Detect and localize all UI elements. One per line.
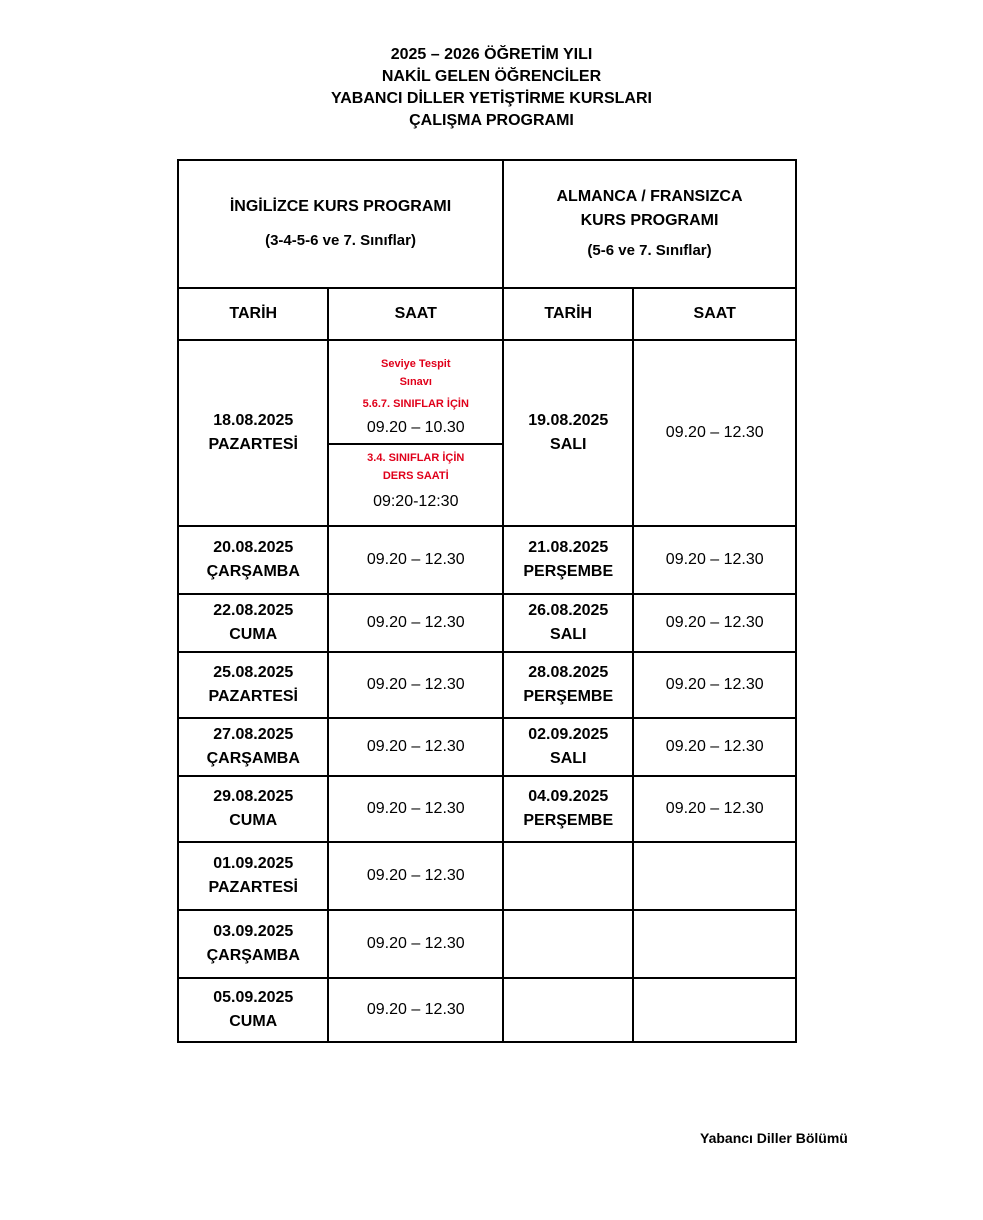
en-date: 29.08.2025: [213, 788, 294, 805]
gf-date-cell: [503, 526, 633, 594]
en-date-cell: [178, 776, 328, 842]
gf-time-cell: 09.20 – 12.30: [633, 340, 796, 526]
gf-date-cell: [503, 842, 633, 910]
title-line-4: ÇALIŞMA PROGRAMI: [409, 112, 574, 129]
en-day: CUMA: [229, 812, 278, 829]
en-time-cell: 09.20 – 12.30: [328, 776, 503, 842]
table-row: [178, 594, 796, 652]
en-day: ÇARŞAMBA: [206, 563, 300, 580]
gf-time-header: SAAT: [633, 288, 796, 340]
en-time-cell: 09.20 – 12.30: [328, 842, 503, 910]
gf-day: SALI: [550, 626, 587, 643]
en-day: CUMA: [229, 626, 278, 643]
placement-time: 09.20 – 10.30: [366, 419, 465, 436]
table-row: [178, 718, 796, 776]
en-time-cell: 09.20 – 12.30: [328, 526, 503, 594]
gf-date: 19.08.2025: [528, 412, 609, 429]
gf-date: 02.09.2025: [528, 726, 609, 743]
department-footer: Yabancı Diller Bölümü: [700, 1130, 848, 1146]
table-row: [178, 842, 796, 910]
gf-day: PERŞEMBE: [523, 812, 614, 829]
en-date: 01.09.2025: [213, 855, 294, 872]
en-time-cell: 09.20 – 12.30: [328, 910, 503, 978]
table-row: [178, 340, 796, 526]
gf-header-sub: (5-6 ve 7. Sınıflar): [587, 242, 712, 259]
english-header-sub: (3-4-5-6 ve 7. Sınıflar): [265, 232, 416, 249]
table-row: [178, 776, 796, 842]
gf-time-cell: 09.20 – 12.30: [633, 526, 796, 594]
gf-day: SALI: [550, 436, 587, 453]
gf-date: 28.08.2025: [528, 664, 609, 681]
gf-date-cell: [503, 776, 633, 842]
lesson-time: 09:20-12:30: [373, 493, 459, 510]
table-row: [178, 652, 796, 718]
gf-time-cell: [633, 978, 796, 1042]
en-date-cell: [178, 652, 328, 718]
schedule-rows: [178, 526, 796, 1042]
gf-header-line2: KURS PROGRAMI: [580, 212, 719, 229]
program-header-row: [178, 160, 796, 288]
en-day: PAZARTESİ: [208, 879, 298, 896]
en-time-header: SAAT: [328, 288, 503, 340]
gf-date-cell: [503, 978, 633, 1042]
title-line-1: 2025 – 2026 ÖĞRETİM YILI: [390, 46, 593, 63]
en-date: 03.09.2025: [213, 923, 294, 940]
schedule-table: [177, 159, 797, 1043]
en-day: ÇARŞAMBA: [206, 750, 300, 767]
english-header-title: İNGİLİZCE KURS PROGRAMI: [229, 198, 452, 215]
gf-date-cell: [503, 652, 633, 718]
table-row: [178, 910, 796, 978]
gf-day: PERŞEMBE: [523, 563, 614, 580]
en-date-cell: [178, 526, 328, 594]
gf-date-cell: [503, 340, 633, 526]
gf-date-header: TARİH: [503, 288, 633, 340]
en-date: 27.08.2025: [213, 726, 294, 743]
title-line-3: YABANCI DİLLER YETİŞTİRME KURSLARI: [331, 90, 652, 107]
en-date-cell: [178, 842, 328, 910]
en-date: 22.08.2025: [213, 602, 294, 619]
gf-date-cell: [503, 594, 633, 652]
table-row: [178, 526, 796, 594]
en-time-cell: 09.20 – 12.30: [328, 652, 503, 718]
column-header-row: [178, 288, 796, 340]
gf-date-cell: [503, 718, 633, 776]
en-day: ÇARŞAMBA: [206, 947, 300, 964]
en-date-cell: [178, 910, 328, 978]
en-date: 25.08.2025: [213, 664, 294, 681]
document-title: [0, 44, 983, 132]
gf-time-cell: 09.20 – 12.30: [633, 776, 796, 842]
gf-day: SALI: [550, 750, 587, 767]
en-date-cell: [178, 718, 328, 776]
en-date: 20.08.2025: [213, 539, 294, 556]
placement-note-3: 5.6.7. SINIFLAR İÇİN: [362, 398, 469, 410]
placement-note-1: Seviye Tespit: [381, 358, 451, 370]
lesson-note-2: DERS SAATİ: [382, 470, 449, 482]
en-date-cell: [178, 340, 328, 526]
gf-date: 04.09.2025: [528, 788, 609, 805]
en-time-cell: [328, 340, 503, 526]
german-french-program-header: [503, 160, 796, 288]
lesson-note-1: 3.4. SINIFLAR İÇİN: [367, 452, 465, 464]
table-row: [178, 978, 796, 1042]
en-time-cell: 09.20 – 12.30: [328, 978, 503, 1042]
gf-date: 26.08.2025: [528, 602, 609, 619]
gf-header-line1: ALMANCA / FRANSIZCA: [556, 188, 743, 205]
en-time-cell: 09.20 – 12.30: [328, 718, 503, 776]
en-day: PAZARTESİ: [208, 436, 298, 453]
gf-date-cell: [503, 910, 633, 978]
gf-time-cell: 09.20 – 12.30: [633, 594, 796, 652]
gf-day: PERŞEMBE: [523, 688, 614, 705]
en-day: CUMA: [229, 1013, 278, 1030]
gf-time-cell: 09.20 – 12.30: [633, 652, 796, 718]
gf-time-cell: [633, 910, 796, 978]
en-date-cell: [178, 594, 328, 652]
en-date: 05.09.2025: [213, 989, 294, 1006]
english-program-header: [178, 160, 503, 288]
placement-note-2: Sınavı: [399, 376, 432, 388]
en-date-header: TARİH: [178, 288, 328, 340]
gf-time-cell: [633, 842, 796, 910]
gf-time-cell: 09.20 – 12.30: [633, 718, 796, 776]
en-date-cell: [178, 978, 328, 1042]
en-date: 18.08.2025: [213, 412, 294, 429]
en-day: PAZARTESİ: [208, 688, 298, 705]
en-time-cell: 09.20 – 12.30: [328, 594, 503, 652]
title-line-2: NAKİL GELEN ÖĞRENCİLER: [381, 68, 602, 85]
gf-date: 21.08.2025: [528, 539, 609, 556]
